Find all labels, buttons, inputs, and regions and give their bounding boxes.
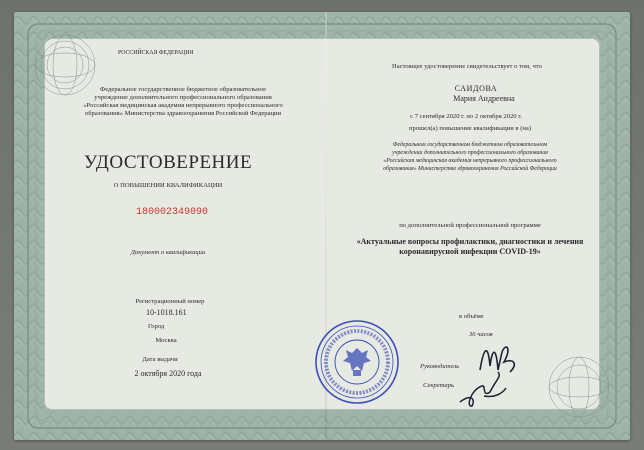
guilloche-rosette-right xyxy=(544,352,614,422)
holder-name: Мария Андреевна xyxy=(453,94,515,103)
issue-date: 2 октября 2020 года xyxy=(134,369,202,378)
program-title-line-2: коронавирусной инфекции COVID-19» xyxy=(399,247,541,256)
training-org-line-2: учреждении дополнительного профессионального образования xyxy=(392,150,548,156)
issuer-line-1: Федеральное государственное бюджетное образовательное xyxy=(99,86,267,93)
issuer-line-4: образования» Министерства здравоохранения Российской Федерации xyxy=(84,110,282,117)
city-label: Город xyxy=(148,323,165,330)
training-period: с 7 сентября 2020 г. по 2 октября 2020 г. xyxy=(410,113,522,120)
registration-label: Регистрационный номер xyxy=(135,298,205,305)
city-value: Москва xyxy=(155,337,177,344)
holder-surname: САИДОВА xyxy=(454,84,498,93)
hours-value: 36 часов xyxy=(469,331,493,338)
training-org-line-1: Федеральном государственном бюджетном образовательном xyxy=(392,142,548,148)
official-seal xyxy=(313,318,401,406)
issuer-line-2: учреждение дополнительного профессионального образования xyxy=(94,94,272,101)
qualification-doc-label: Документ о квалификации xyxy=(130,249,206,256)
document-subtitle: О ПОВЫШЕНИИ КВАЛИФИКАЦИИ xyxy=(113,182,223,189)
secretary-label: Секретарь xyxy=(423,382,455,389)
training-org-line-3: «Российская медицинская академия непрерывного профессионального xyxy=(383,158,557,164)
volume-label: в объёме xyxy=(459,313,484,320)
training-passed-text: прошел(а) повышение квалификации в (на) xyxy=(408,125,532,132)
registration-number: 10-1018.161 xyxy=(146,308,187,317)
serial-number: 180002349090 xyxy=(135,207,209,218)
issue-date-label: Дата выдачи xyxy=(142,356,178,363)
training-org-line-4: образования» Министерства здравоохранения Российской Федерации xyxy=(383,166,557,172)
intro-text: Настоящее удостоверение свидетельствует о том, что xyxy=(392,63,542,70)
program-label: по дополнительной профессиональной программе xyxy=(399,222,541,229)
issuer-line-3: «Российская медицинская академия непрерывного профессионального xyxy=(83,102,283,109)
guilloche-rosette-left xyxy=(30,30,100,100)
country-label: РОССИЙСКАЯ ФЕДЕРАЦИЯ xyxy=(118,50,194,56)
head-label: Руководитель xyxy=(420,363,460,370)
secretary-signature xyxy=(456,368,508,410)
document-title: УДОСТОВЕРЕНИЕ xyxy=(83,152,253,173)
program-title-line-1: «Актуальные вопросы профилактики, диагностики и лечения xyxy=(356,237,584,246)
